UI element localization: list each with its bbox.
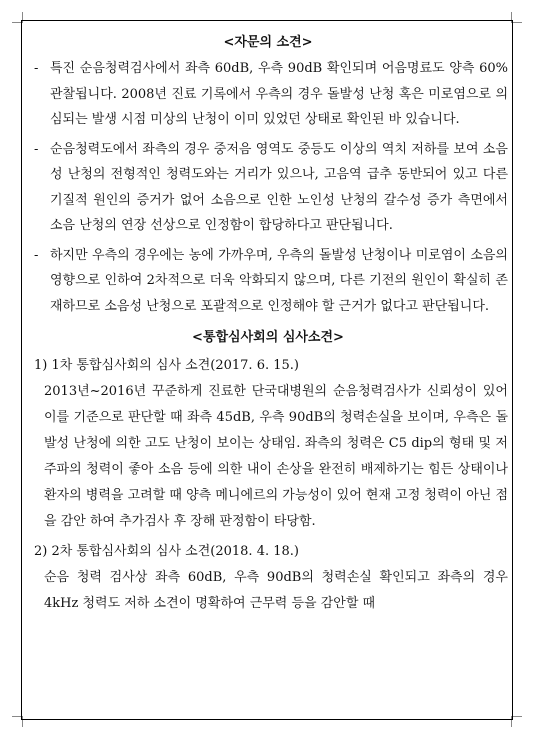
document-content — [28, 30, 508, 621]
review-heading: <통합심사회의 심사소견> — [192, 330, 344, 345]
advisory-item-text: 하지만 우측의 경우에는 농에 가까우며, 우측의 돌발성 난청이나 미로염이 소음의 영향으로 인하여 2차적으로 더욱 악화되지 않으며, 다른 기전의 원인이 확실히 존재하므로 소음성 난청으로 포괄적으로 인정해야 할 근거가 없다고 판단됩니다. — [50, 247, 508, 314]
review-body: 순음 청력 검사상 좌측 60dB, 우측 90dB의 청력손실 확인되고 좌측의 경우 4kHz 청력도 저하 소견이 명확하여 근무력 등을 감안할 때 — [44, 570, 508, 611]
advisory-item — [28, 56, 508, 133]
review-title: 1) 1차 통합심사회의 심사 소견(2017. 6. 15.) — [34, 358, 299, 373]
advisory-item — [28, 137, 508, 239]
bullet-dash: - — [34, 247, 39, 263]
advisory-item-text: 순음청력도에서 좌측의 경우 중저음 영역도 중등도 이상의 역치 저하를 보여 소음성 난청의 전형적인 청력도와는 거리가 있으나, 고음역 급추 동반되어 있고 다른 기질적 원인의 증거가 없어 소음으로 인한 노인성 난청의 갈수성 증가 측면에서 소음 난청의 연장 선상으로 인정함이 합당하다고 판단됩니다. — [50, 141, 508, 233]
review-body: 2013년~2016년 꾸준하게 진료한 단국대병원의 순음청력검사가 신뢰성이 있어 이를 기준으로 판단할 때 좌측 45dB, 우측 90dB의 청력손실을 보이며, 우측은 돌발성 난청에 의한 고도 난청이 보이는 상태임. 좌측의 청력은 C5 dip의 형태 및 저주파의 청력이 좋아 소음 등에 의한 내이 손상을 완전히 배제하기는 힘든 상태이나 환자의 병력을 고려할 때 양측 메니에르의 가능성이 있어 현재 고정 청력이 아닌 점을 감안 하여 추가검사 후 장해 판정함이 타당함. — [44, 384, 509, 529]
advisory-heading: <자문의 소견> — [223, 35, 313, 50]
review-title: 2) 2차 통합심사회의 심사 소견(2018. 4. 18.) — [34, 544, 299, 559]
bullet-dash: - — [34, 141, 39, 157]
advisory-item-text: 특진 순음청력검사에서 좌측 60dB, 우측 90dB 확인되며 어음명료도 양측 60% 관찰됩니다. 2008년 진료 기록에서 우측의 경우 돌발성 난청 혹은 미로염으로 의심되는 발생 시점 미상의 난청이 이미 있었던 상태로 확인된 바 있습니다. — [50, 61, 508, 127]
advisory-item — [28, 243, 508, 320]
bullet-dash: - — [34, 61, 39, 76]
